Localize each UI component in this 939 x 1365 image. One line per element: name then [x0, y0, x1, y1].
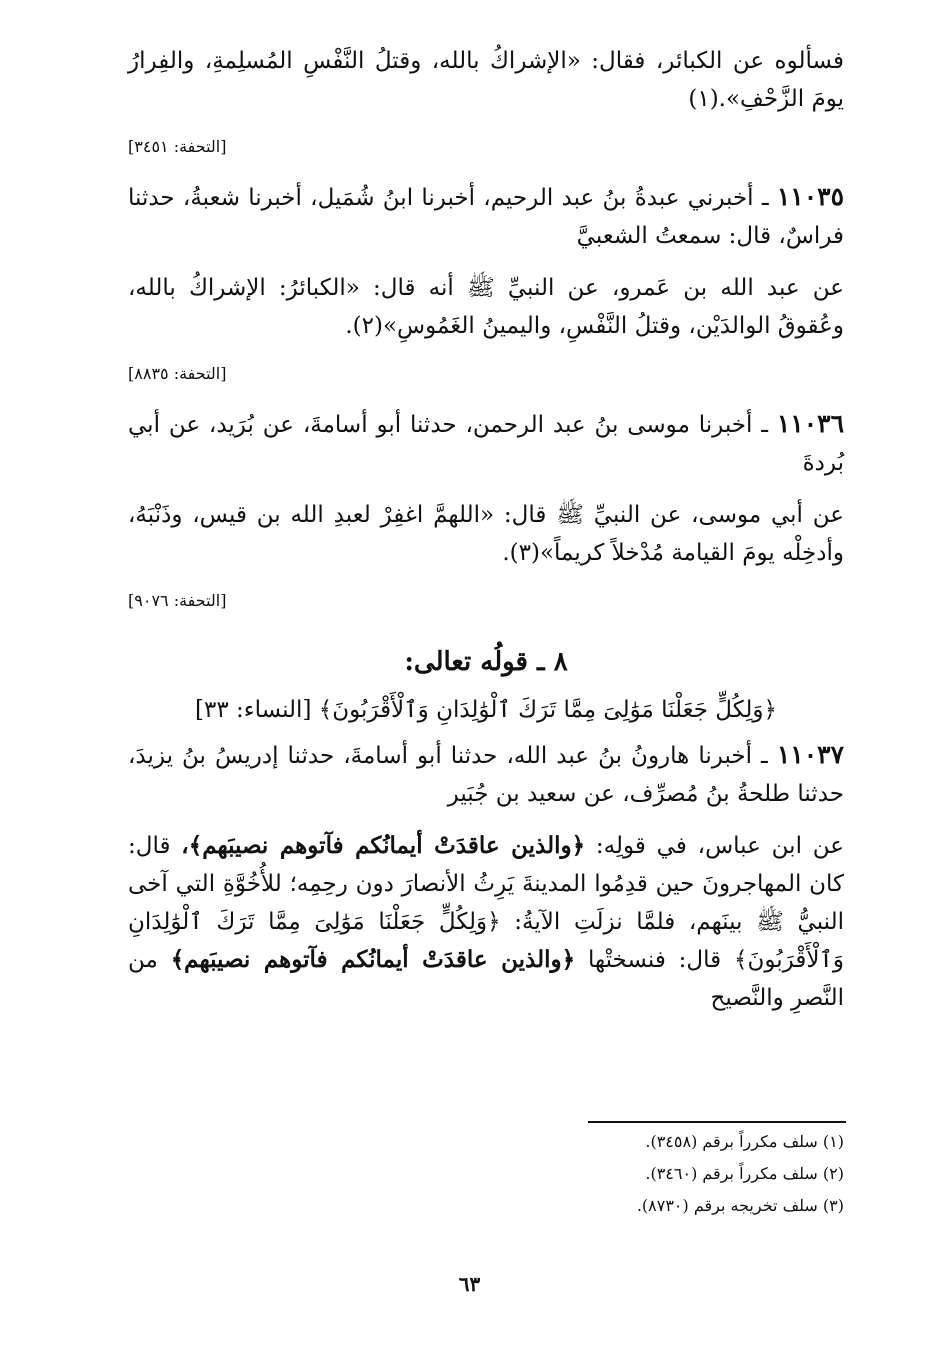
matn-text: قال: كان المهاجرونَ حين قدِمُوا المدينةَ يَرِثُ الأنصارَ دون رحِمِه؛ للأُخُوَّةِ التي آخى النبيُّ ﷺ بينَهم، فلمَّا نزلَتِ الآيةُ: — [128, 833, 844, 935]
tuhfa-reference: [التحفة: ٨٨٣٥] — [128, 364, 227, 383]
matn-text: من النَّصرِ والنَّصيح — [128, 947, 844, 1011]
hadith-11037-chain — [128, 736, 844, 813]
footnote-divider — [588, 1121, 846, 1123]
footnote: (١) سلف مكرراً برقم (٣٤٥٨). — [645, 1132, 844, 1151]
footnote: (٢) سلف مكرراً برقم (٣٤٦٠). — [645, 1164, 844, 1183]
page-number: ٦٣ — [458, 1272, 481, 1296]
isnad-text: ـ أخبرنا موسى بنُ عبد الرحمن، حدثنا أبو أسامةَ، عن بُرَيد، عن أبي بُردةَ — [128, 412, 844, 476]
isnad-text: ـ أخبرني عبدةُ بنُ عبد الرحيم، أخبرنا ابنُ شُمَيل، أخبرنا شعبةُ، حدثنا فراسٌ، قال: سمعتُ الشعبيَّ — [128, 185, 844, 249]
hadith-number: ١١٠٣٧ — [776, 740, 844, 769]
footnotes — [560, 1126, 844, 1222]
hadith-11036-matn: عن أبي موسى، عن النبيِّ ﷺ قال: «اللهمَّ اغفِرْ لعبدِ الله بن قيس، وذَنْبَهُ، وأدخِلْه يومَ القيامة مُدْخلاً كريماً»(٣). — [128, 502, 844, 566]
hadith-11036-chain — [128, 405, 844, 482]
quran-verse: ﴿وَلِكُلٍّ جَعَلْنَا مَوَٰلِىَ مِمَّا تَرَكَ ٱلْوَٰلِدَانِ وَٱلْأَقْرَبُونَ﴾ [النساء: ٣٣] — [195, 697, 777, 723]
section-heading: ٨ ـ قولُه تعالى: — [404, 647, 568, 677]
quoted-verse: ﴿وَلِكُلٍّ جَعَلْنَا مَوَٰلِىَ مِمَّا تَرَكَ ٱلْوَٰلِدَانِ وَٱلْأَقْرَبُونَ﴾ — [128, 909, 845, 973]
hadith-number: ١١٠٣٥ — [776, 182, 845, 211]
continuation-text: فسألوه عن الكبائر، فقال: «الإشراكُ بالله، وقتلُ النَّفْسِ المُسلِمةِ، والفِرارُ يومَ الزَّحْفِ».(١) — [128, 48, 844, 112]
page-body — [128, 42, 844, 1017]
quoted-verse: ﴿والذين عاقدَتْ أيمانُكم فآتوهم نصيبَهم﴾ — [170, 946, 576, 973]
hadith-11037-matn — [128, 827, 844, 1017]
matn-intro: عن ابن عباس، في قولِه: — [595, 833, 845, 859]
matn-text: قال: فنسختْها — [587, 947, 722, 973]
hadith-11035-matn: عن عبد الله بن عَمرو، عن النبيِّ ﷺ أنه قال: «الكبائرُ: الإشراكُ بالله، وعُقوقُ الوالدَيْن، وقتلُ النَّفْسِ، واليمينُ الغَمُوسِ»(٢). — [128, 275, 844, 339]
hadith-11035-chain — [128, 178, 844, 255]
hadith-number: ١١٠٣٦ — [776, 409, 844, 438]
isnad-text: ـ أخبرنا هارونُ بنُ عبد الله، حدثنا أبو أسامةَ، حدثنا إدريسُ بنُ يزيدَ، حدثنا طلحةُ بنُ مُصرِّف، عن سعيد بن جُبَير — [128, 743, 844, 807]
footnote: (٣) سلف تخريجه برقم (٨٧٣٠). — [636, 1196, 844, 1215]
quoted-verse: ﴿والذين عاقدَتْ أيمانُكم فآتوهم نصيبَهم﴾، — [181, 832, 586, 859]
tuhfa-reference: [التحفة: ٩٠٧٦] — [128, 591, 227, 610]
tuhfa-reference: [التحفة: ٣٤٥١] — [128, 137, 227, 156]
